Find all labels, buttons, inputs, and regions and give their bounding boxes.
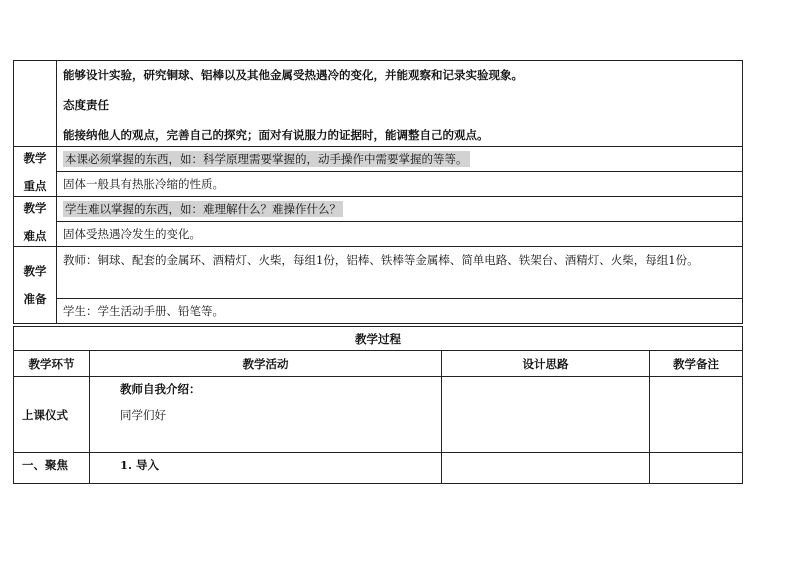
process-row-ceremony: [14, 377, 743, 453]
activity-ceremony: [90, 377, 442, 453]
design-focus: [442, 453, 650, 484]
process-row-focus: [14, 453, 743, 484]
goals-cell: [57, 61, 743, 147]
activity-ceremony-text: 同学们好: [120, 408, 166, 422]
process-title: 教学过程: [14, 327, 743, 351]
stage-focus: 一、聚焦: [14, 453, 90, 484]
header-activity: 教学活动: [90, 351, 442, 377]
key-points-label: 教学 重点: [14, 147, 57, 197]
process-header-row: [14, 351, 743, 377]
notes-ceremony: [650, 377, 743, 453]
goal-line-1: 能够设计实验，研究铜球、铝棒以及其他金属受热遇冷的变化，并能观察和记录实验现象。: [63, 68, 523, 82]
process-title-row: [14, 327, 743, 351]
attitude-heading: 态度责任: [63, 98, 109, 112]
key-points-content-row: [14, 172, 743, 197]
teaching-process-table: [13, 326, 743, 484]
difficulties-hint: 学生难以掌握的东西，如：难理解什么？难操作什么？: [65, 202, 341, 216]
design-ceremony: [442, 377, 650, 453]
difficulties-content: 固体受热遇冷发生的变化。: [57, 222, 743, 247]
preparation-label: 教学 准备: [14, 247, 57, 324]
preparation-teacher-row: [14, 247, 743, 299]
goal-line-2: 能接纳他人的观点，完善自己的探究；面对有说服力的证据时，能调整自己的观点。: [63, 128, 489, 142]
activity-focus: [90, 453, 442, 484]
goals-label-cell: [14, 61, 57, 147]
preparation-teacher: 教师：铜球、配套的金属环、酒精灯、火柴，每组1份，铝棒、铁棒等金属棒、简单电路、铁架台、酒精灯、火柴，每组1份。: [57, 247, 743, 299]
goals-row: [14, 61, 743, 147]
difficulties-hint-row: [14, 197, 743, 222]
lesson-info-table: [13, 60, 743, 324]
difficulties-content-row: [14, 222, 743, 247]
header-design: 设计思路: [442, 351, 650, 377]
difficulties-hint-cell: [57, 197, 743, 222]
key-points-content: 固体一般具有热胀冷缩的性质。: [57, 172, 743, 197]
key-points-hint-row: [14, 147, 743, 172]
key-points-hint: 本课必须掌握的东西，如：科学原理需要掌握的，动手操作中需要掌握的等等。: [65, 152, 468, 166]
preparation-student-row: [14, 299, 743, 324]
key-points-hint-cell: [57, 147, 743, 172]
activity-focus-title: 1. 导入: [120, 458, 160, 472]
preparation-student: 学生：学生活动手册、铅笔等。: [57, 299, 743, 324]
header-notes: 教学备注: [650, 351, 743, 377]
activity-ceremony-title: 教师自我介绍：: [120, 382, 201, 396]
header-stage: 教学环节: [14, 351, 90, 377]
stage-ceremony: 上课仪式: [14, 377, 90, 453]
notes-focus: [650, 453, 743, 484]
difficulties-label: 教学 难点: [14, 197, 57, 247]
